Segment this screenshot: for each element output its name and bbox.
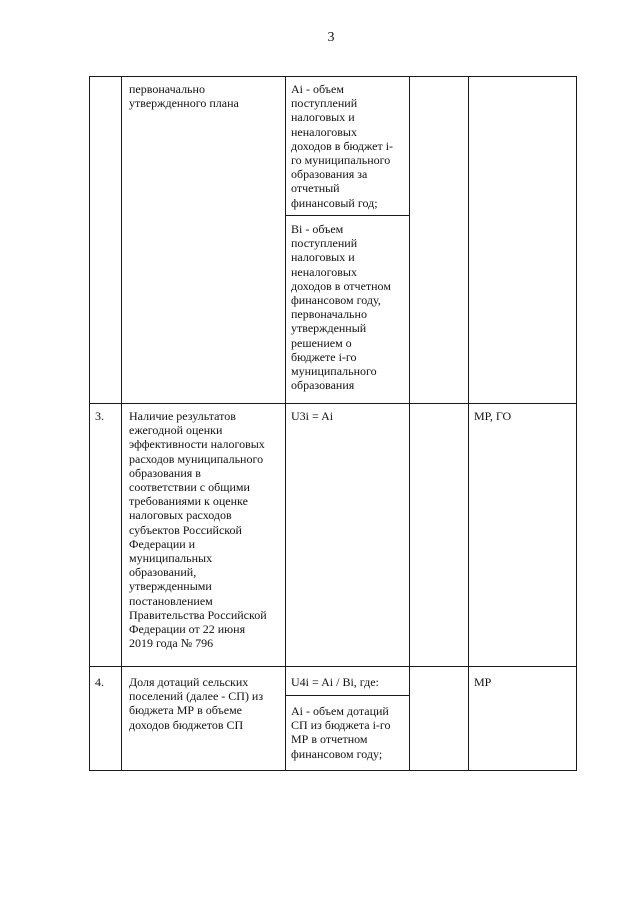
column-divider [468,76,469,771]
formula-cell: U4i = Ai / Bi, где: [291,675,379,689]
formula-cell-divider [285,695,409,696]
row-divider [89,666,577,667]
formula-cell: Ai - объем поступлений налоговых и неналоговых доходов в бюджет i- го муниципального образования за отчетный финансовый год; [291,82,394,210]
applicability-cell: МР, ГО [474,409,512,423]
column-divider [121,76,122,771]
table-top-border [89,76,577,77]
formula-cell: U3i = Ai [291,409,334,423]
row-number: 4. [95,675,104,689]
table-bottom-border [89,770,577,771]
column-divider [285,76,286,771]
column-divider [409,76,410,771]
criterion-cell: Наличие результатов ежегодной оценки эффективности налоговых расходов муниципального образования в соответствии с общими требованиями к оценке налоговых расходов субъектов Российской Федерации и муниципальных образований, утвержденными постановлением Правительства Российской Федерации от 22 июня 2019 года № 796 [129,409,267,651]
row-divider [89,403,577,404]
formula-cell-divider [285,215,409,216]
page-number: 3 [327,30,335,45]
table-left-border [89,76,90,771]
row-number: 3. [95,409,104,423]
formula-cell: Bi - объем поступлений налоговых и неналоговых доходов в отчетном финансовом году, первоначально утвержденный решением о бюджете i-го муниципального образования [291,222,391,393]
criterion-cell: Доля дотаций сельских поселений (далее - СП) из бюджета МР в объеме доходов бюджетов СП [129,675,264,732]
criterion-cell: первоначально утвержденного плана [129,82,239,111]
applicability-cell: МР [474,675,492,689]
table-right-border [576,76,577,771]
formula-cell: Ai - объем дотаций СП из бюджета i-го МР в отчетном финансовом году; [291,704,391,761]
